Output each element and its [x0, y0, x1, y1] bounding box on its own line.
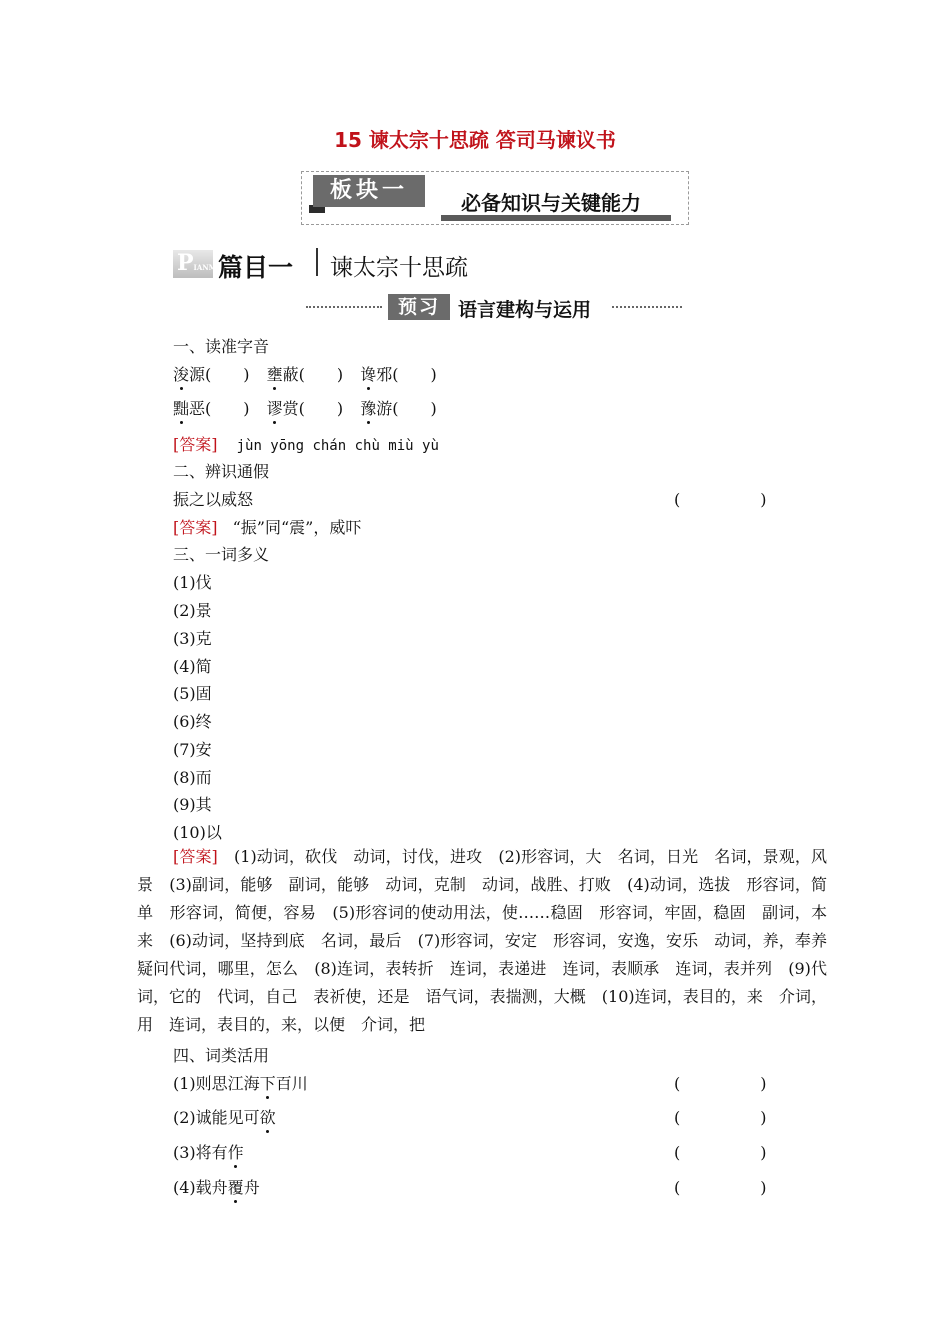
- s4-item: (2)诚能见可欲: [173, 1108, 276, 1127]
- answer-label: [答案]: [173, 847, 218, 866]
- s2-paren: ( ): [674, 490, 767, 509]
- preview-subtitle: 语言建构与运用: [458, 299, 592, 321]
- s1-heading: 一、读准字音: [173, 337, 270, 356]
- pronounce-row-2: [173, 396, 437, 419]
- answer-text: jùn yōng chán chù miù yù: [236, 438, 439, 454]
- section-heading: 篇目一: [218, 253, 294, 282]
- answer-label: [答案]: [173, 518, 218, 537]
- s4-paren: ( ): [674, 1074, 767, 1093]
- word-6: 豫游: [360, 399, 393, 418]
- block-banner: [301, 171, 689, 225]
- blank: ( ): [392, 365, 437, 384]
- s3-answer: [137, 843, 844, 1039]
- s2-heading: 二、辨识通假: [173, 462, 270, 481]
- answer-text: (1)动词，砍伐 动词，讨伐，进攻 (2)形容词，大 名词，日光 名词，景观，风景 (3)副词，能够 副词，能够 动词，克制 动词，战胜、打败 (4)动词，选拔 形容词，简单 形容词，简便，容易 (5)形容词的使动用法，使……稳固 形容词，牢固，稳固 副词，本来 (6)动词，坚持到底 名词，最后 (7)形容词，安定 形容词，安逸，安乐 动词，养，奉养 疑问代词，哪里，怎么 (8)连词，表转折 连词，表递进 连词，表顺承 连词，表并列 (9)代词，它的 代词，自己 表祈使，还是 语气词，表揣测，大概 (10)连词，表目的，来 介词，用 连词，表目的，来，以便 介词，把: [137, 847, 844, 1034]
- word-3: 谗邪: [360, 365, 393, 384]
- section-divider: [316, 248, 318, 276]
- s3-item: (8)而: [173, 768, 212, 787]
- s3-item: (7)安: [173, 740, 212, 759]
- s4-item: (1)则思江海下百川: [173, 1074, 308, 1093]
- s4-item: (4)载舟覆舟: [173, 1178, 260, 1197]
- block-label: 板块一: [313, 175, 425, 207]
- blank: ( ): [392, 399, 437, 418]
- s1-answer: [173, 432, 439, 455]
- s4-item: (3)将有作: [173, 1143, 244, 1162]
- s2-item: 振之以威怒: [173, 490, 254, 509]
- section-name: 谏太宗十思疏: [330, 255, 468, 281]
- pronounce-row-1: [173, 362, 437, 385]
- page-title: 15 谏太宗十思疏 答司马谏议书: [334, 128, 616, 152]
- s3-item: (2)景: [173, 601, 212, 620]
- s2-answer: [173, 515, 361, 538]
- answer-text: “振”同“震”，威吓: [232, 518, 362, 537]
- word-5: 谬赏: [266, 399, 299, 418]
- s3-heading: 三、一词多义: [173, 545, 270, 564]
- word-4: 黜恶: [173, 399, 206, 418]
- logo-small: IANMU: [193, 263, 223, 272]
- s3-item: (6)终: [173, 712, 212, 731]
- s4-paren: ( ): [674, 1143, 767, 1162]
- s3-item: (1)伐: [173, 573, 212, 592]
- s4-heading: 四、词类活用: [173, 1046, 270, 1065]
- word-1: 浚源: [173, 365, 206, 384]
- dotted-rule-left: [306, 306, 382, 308]
- blank: ( ): [298, 399, 344, 418]
- blank: ( ): [205, 399, 250, 418]
- pianmu-logo: [173, 250, 223, 278]
- s4-paren: ( ): [674, 1178, 767, 1197]
- s3-item: (5)固: [173, 684, 212, 703]
- s3-item: (4)简: [173, 657, 212, 676]
- preview-tag: 预习: [388, 294, 450, 320]
- word-2: 壅蔽: [266, 365, 299, 384]
- blank: ( ): [298, 365, 344, 384]
- blank: ( ): [205, 365, 250, 384]
- s3-item: (9)其: [173, 795, 212, 814]
- s3-item: (10)以: [173, 823, 222, 842]
- answer-label: [答案]: [173, 435, 218, 454]
- s4-paren: ( ): [674, 1108, 767, 1127]
- logo-letter: P: [177, 250, 194, 276]
- dotted-rule-right: [612, 306, 682, 308]
- block-subtitle: 必备知识与关键能力: [461, 191, 641, 215]
- s3-item: (3)克: [173, 629, 212, 648]
